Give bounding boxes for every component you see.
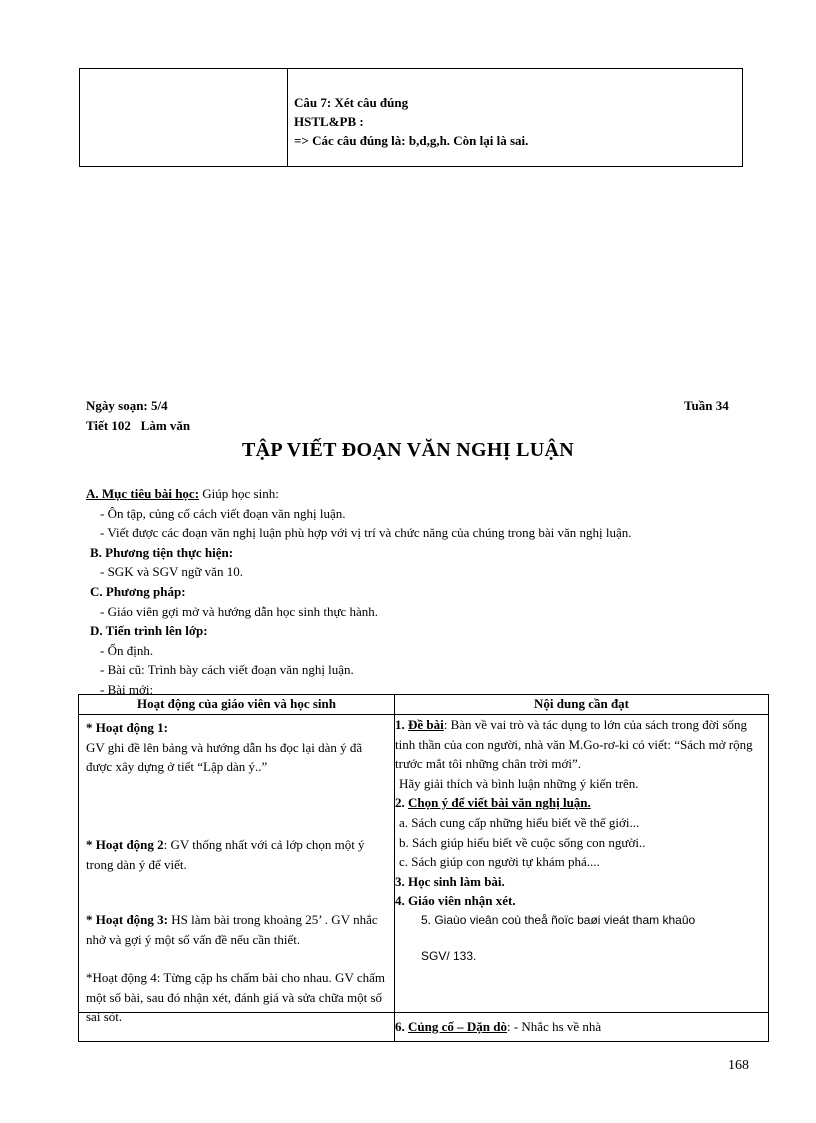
date-prepared: Ngày soạn: 5/4 [86, 398, 168, 413]
hstl-line: HSTL&PB : [294, 114, 364, 129]
section-b-item: - SGK và SGV ngữ văn 10. [100, 564, 243, 580]
top-answer-box [79, 68, 743, 167]
lesson-line [86, 418, 190, 434]
page-number: 168 [728, 1058, 749, 1073]
activity-2: * Hoạt động 2: GV thống nhất với cả lớp chọn một ý trong dàn ý để viết. [86, 837, 365, 872]
lesson-sections [86, 484, 766, 700]
activity-1: * Hoạt động 1: GV ghi đề lên bảng và hướng dẫn hs đọc lại dàn ý đã được xây dựng ở tiết “Lập dàn ý..” [86, 720, 363, 775]
week-number: Tuần 34 [684, 398, 729, 413]
content-2-heading: 2. Chọn ý để viết bài văn nghị luận. [395, 795, 591, 811]
section-d-item: - Bài mới: [100, 681, 154, 697]
content-5-line2: SGV/ 133. [421, 948, 477, 963]
top-box-content-cell [288, 69, 743, 167]
content-cell [395, 715, 769, 1013]
content-5-line1: 5. Giaùo vieân coù theå ñoïc baøi vieát tham khaûo [421, 912, 696, 927]
question-7-line: Câu 7: Xét câu đúng [294, 95, 409, 110]
header-teacher-student-activity: Hoạt động của giáo viên và học sinh [79, 695, 395, 715]
content-4: 4. Giáo viên nhận xét. [395, 893, 516, 909]
lesson-number: Tiết 102 [86, 418, 131, 433]
table-header-row [79, 695, 769, 715]
section-d-heading: D. Tiến trình lên lớp: [90, 623, 208, 639]
section-a-heading: A. Mục tiêu bài học: Giúp học sinh: [86, 486, 279, 501]
activity-4: *Hoạt động 4: Từng cặp hs chấm bài cho nhau. GV chấm một số bài, sau đó nhận xét, đánh giá và sửa chữa một số sai sót. [86, 970, 385, 1025]
activities-cell [79, 715, 395, 1025]
answer-line: => Các câu đúng là: b,d,g,h. Còn lại là sai. [294, 133, 529, 148]
content-6: 6. Củng cố – Dặn dò: - Nhắc hs về nhà [395, 1013, 769, 1042]
section-d-item: - Ổn định. [100, 642, 154, 658]
table-row [79, 715, 769, 1013]
list-item: b. Sách giúp hiểu biết về cuộc sống con người.. [399, 834, 646, 850]
lesson-type: Làm văn [140, 418, 191, 433]
content-1: 1. Đề bài: Bàn về vai trò và tác dụng to lớn của sách trong đời sống tinh thần của con người, nhà văn M.Go-rơ-ki có viết: “Sách mở rộng trước mắt tôi những chân trời mới”. [395, 717, 753, 772]
section-c-heading: C. Phương pháp: [90, 583, 186, 599]
section-b-heading: B. Phương tiện thực hiện: [90, 544, 234, 560]
content-1-task: Hãy giải thích và bình luận những ý kiến trên. [399, 775, 639, 791]
section-c-item: - Giáo viên gợi mở và hướng dẫn học sinh thực hành. [100, 603, 379, 619]
section-a-item: - Viết được các đoạn văn nghị luận phù hợp với vị trí và chức năng của chúng trong bài văn nghị luận. [100, 525, 632, 541]
section-d-item: - Bài cũ: Trình bày cách viết đoạn văn nghị luận. [100, 662, 354, 678]
top-box-empty-cell [80, 69, 288, 167]
list-item: a. Sách cung cấp những hiểu biết về thế giới... [399, 814, 640, 830]
header-content-to-achieve: Nội dung cần đạt [395, 695, 769, 715]
lesson-activity-table [78, 694, 769, 1042]
activity-3: * Hoạt động 3: HS làm bài trong khoảng 25’ . GV nhắc nhở và gợi ý một số vấn đề nếu cần thiết. [86, 912, 378, 947]
list-item: c. Sách giúp con người tự khám phá.... [399, 854, 600, 870]
page-title: TẬP VIẾT ĐOẠN VĂN NGHỊ LUẬN [241, 439, 575, 461]
content-3: 3. Học sinh làm bài. [395, 873, 505, 889]
section-a-item: - Ôn tập, củng cố cách viết đoạn văn nghị luận. [100, 505, 346, 521]
